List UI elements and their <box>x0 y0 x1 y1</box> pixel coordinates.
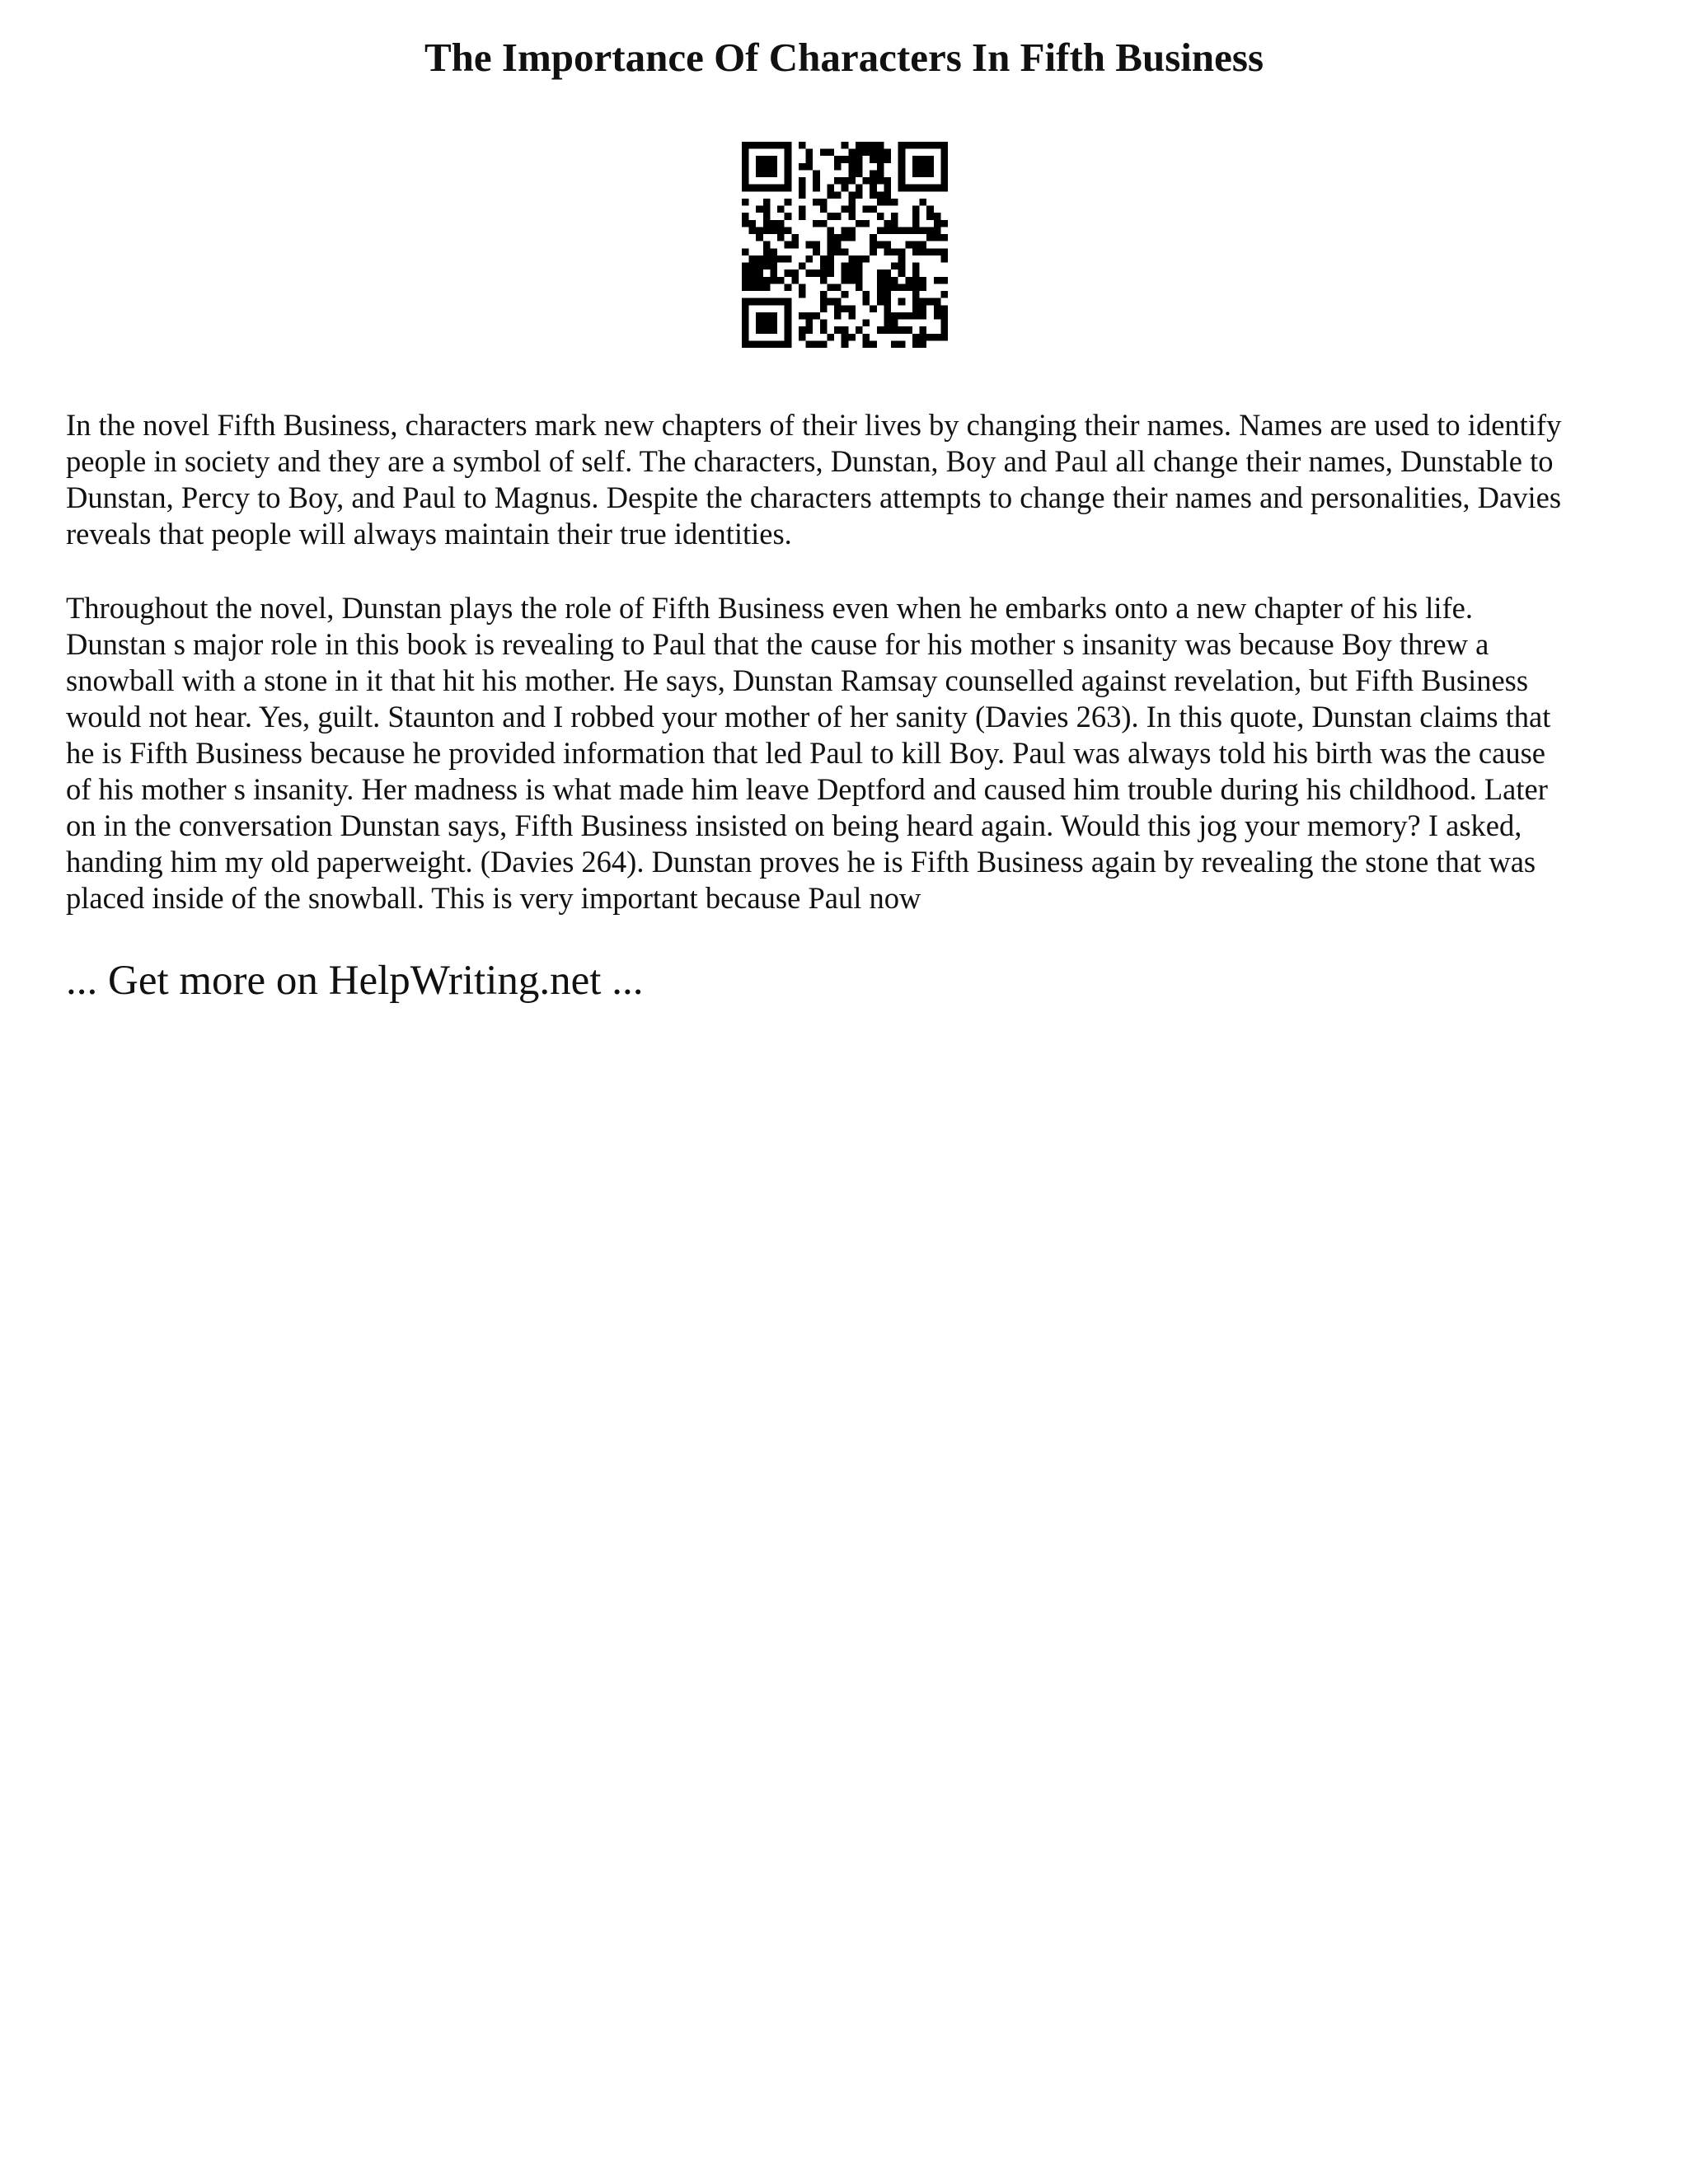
paragraph-2: Throughout the novel, Dunstan plays the role of Fifth Business even when he embarks onto a new chapter of his life. Dunstan s major role in this book is revealing to Paul that the cause for his mother s insanity was because Boy threw a snowball with a stone in it that hit his mother. He says, Dunstan Ramsay counselled against revelation, but Fifth Business would not hear. Yes, guilt. Staunton and I robbed your mother of her sanity (Davies 263). In this quote, Dunstan claims that he is Fifth Business because he provided information that led Paul to kill Boy. Paul was always told his birth was the cause of his mother s insanity. Her madness is what made him leave Deptford and caused him trouble during his childhood. Later on in the conversation Dunstan says, Fifth Business insisted on being heard again. Would this jog your memory? I asked, handing him my old paperweight. (Davies 264). Dunstan proves he is Fifth Business again by revealing the stone that was placed inside of the snowball. This is very important because Paul now <box>66 591 1551 915</box>
document-title: The Importance Of Characters In Fifth Business <box>424 35 1264 80</box>
get-more-link[interactable]: ... Get more on HelpWriting.net ... <box>66 958 644 1004</box>
paragraph-1: In the novel Fifth Business, characters mark new chapters of their lives by changing their names. Names are used to identify people in society and they are a symbol of self. The characters, Dunstan, Boy and Paul all change their names, Dunstable to Dunstan, Percy to Boy, and Paul to Magnus. Despite the characters attempts to change their names and personalities, Davies reveals that people will always maintain their true identities. <box>66 408 1562 551</box>
qr-code-icon <box>742 142 948 348</box>
